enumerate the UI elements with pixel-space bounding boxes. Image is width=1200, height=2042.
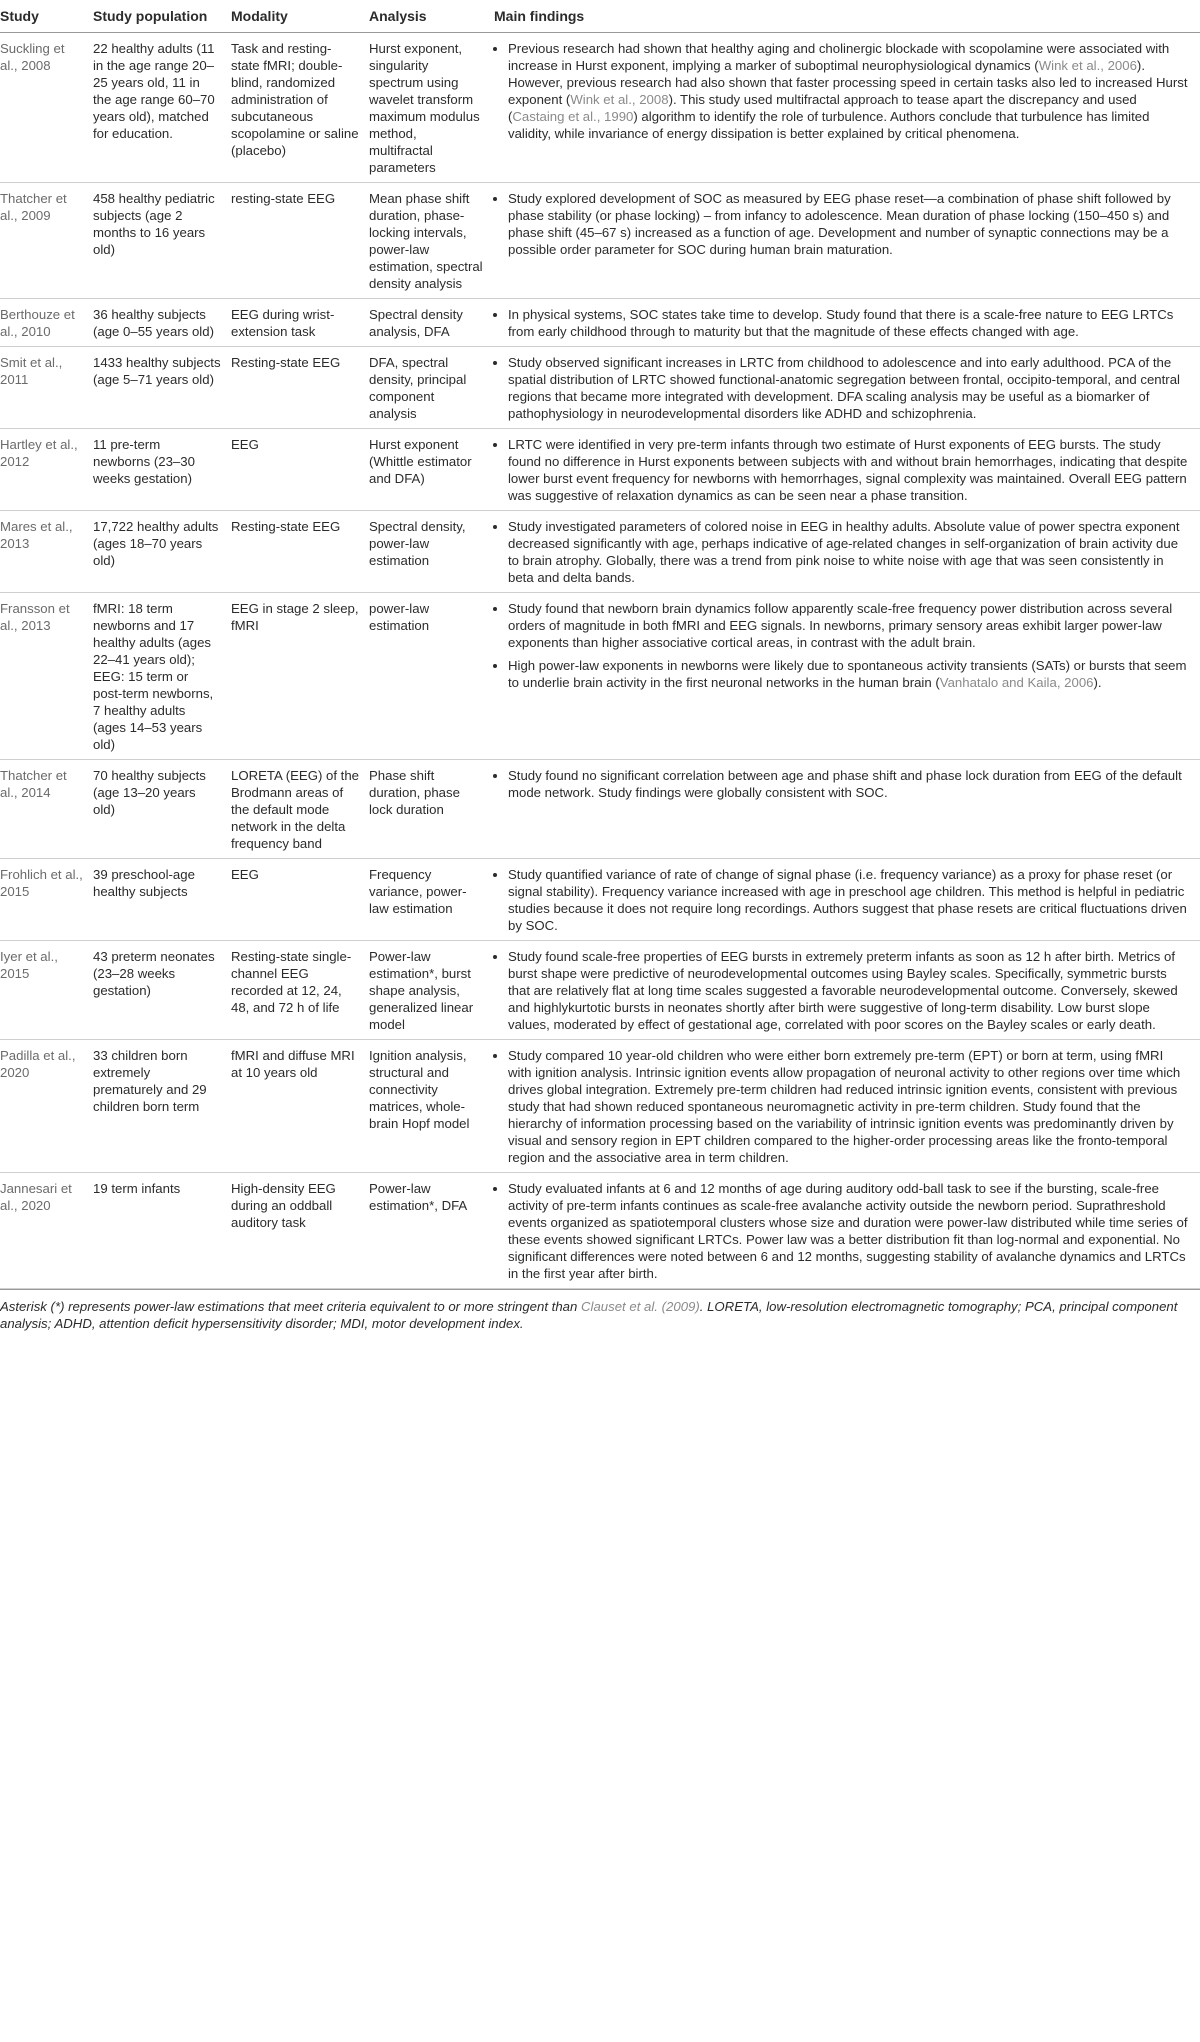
table-row xyxy=(0,183,1200,299)
finding-item xyxy=(508,354,1190,422)
study-cell: Jannesari et al., 2020 xyxy=(0,1173,93,1289)
modality-cell: fMRI and diffuse MRI at 10 years old xyxy=(231,1040,369,1173)
citation-link[interactable]: Vanhatalo and Kaila, 2006 xyxy=(939,675,1094,690)
population-cell: 70 healthy subjects (age 13–20 years old) xyxy=(93,760,231,859)
analysis-cell: Hurst exponent, singularity spectrum using wavelet transform maximum modulus method, multifractal parameters xyxy=(369,33,494,183)
population-cell: 19 term infants xyxy=(93,1173,231,1289)
modality-cell: Resting-state EEG xyxy=(231,347,369,429)
finding-text: In physical systems, SOC states take time to develop. Study found that there is a scale-free nature to EEG LRTCs from early childhood through to maturity but that the magnitude of these effects changed with age. xyxy=(508,307,1174,339)
header-findings: Main findings xyxy=(494,0,1200,33)
finding-item xyxy=(508,1047,1190,1166)
table-footnote xyxy=(0,1289,1200,1332)
findings-list xyxy=(494,1047,1190,1166)
analysis-cell: Ignition analysis, structural and connectivity matrices, whole-brain Hopf model xyxy=(369,1040,494,1173)
citation-link[interactable]: Wink et al., 2008 xyxy=(570,92,669,107)
footnote-text: . LORETA, low-resolution electromagnetic tomography; PCA, principal component analysis; ADHD, attention deficit hypersensitivity disorder; MDI, motor development index. xyxy=(0,1299,1178,1331)
table-row xyxy=(0,760,1200,859)
analysis-cell: Spectral density analysis, DFA xyxy=(369,299,494,347)
findings-cell xyxy=(494,33,1200,183)
study-cell: Berthouze et al., 2010 xyxy=(0,299,93,347)
analysis-cell: Power-law estimation*, burst shape analysis, generalized linear model xyxy=(369,941,494,1040)
findings-list xyxy=(494,767,1190,801)
table-row xyxy=(0,347,1200,429)
finding-text: ). However, previous research had also shown that faster processing speed in certain tasks also led to increased Hurst exponent ( xyxy=(508,58,1188,107)
study-cell: Smit et al., 2011 xyxy=(0,347,93,429)
table-row xyxy=(0,299,1200,347)
header-analysis: Analysis xyxy=(369,0,494,33)
footnote-text: Asterisk (*) represents power-law estimations that meet criteria equivalent to or more stringent than xyxy=(0,1299,581,1314)
study-cell: Padilla et al., 2020 xyxy=(0,1040,93,1173)
header-row xyxy=(0,0,1200,33)
study-cell: Suckling et al., 2008 xyxy=(0,33,93,183)
findings-list xyxy=(494,600,1190,691)
analysis-cell: Spectral density, power-law estimation xyxy=(369,511,494,593)
citation-link[interactable]: Wink et al., 2006 xyxy=(1038,58,1137,73)
study-cell: Thatcher et al., 2009 xyxy=(0,183,93,299)
findings-list xyxy=(494,948,1190,1033)
finding-text: Study explored development of SOC as measured by EEG phase reset—a combination of phase shift followed by phase stability (or phase locking) – from infancy to adolescence. Mean duration of phase locking (150–450 s) and phase shift (45–67 s) increased as a function of age. Development and number of synaptic connections may be a possible order parameter for SOC during human brain maturation. xyxy=(508,191,1171,257)
header-study: Study xyxy=(0,0,93,33)
study-cell: Mares et al., 2013 xyxy=(0,511,93,593)
population-cell: fMRI: 18 term newborns and 17 healthy adults (ages 22–41 years old); EEG: 15 term or post-term newborns, 7 healthy adults (ages 14–53 years old) xyxy=(93,593,231,760)
analysis-cell: DFA, spectral density, principal component analysis xyxy=(369,347,494,429)
population-cell: 36 healthy subjects (age 0–55 years old) xyxy=(93,299,231,347)
table-body xyxy=(0,33,1200,1289)
modality-cell: EEG xyxy=(231,429,369,511)
finding-text: LRTC were identified in very pre-term infants through two estimate of Hurst exponents of EEG bursts. The study found no difference in Hurst exponents between subjects with and without brain hemorrhages, indicating that despite lower burst event frequency for newborns with hemorrhages, signal complexity was maintained. Overall EEG pattern was suggestive of relaxation dynamics as can be seen near a phase transition. xyxy=(508,437,1188,503)
modality-cell: Task and resting-state fMRI; double-blind, randomized administration of subcutaneous scopolamine or saline (placebo) xyxy=(231,33,369,183)
finding-item xyxy=(508,600,1190,651)
finding-item xyxy=(508,306,1190,340)
finding-text: ). xyxy=(1093,675,1102,690)
modality-cell: Resting-state EEG xyxy=(231,511,369,593)
finding-text: Study compared 10 year-old children who were either born extremely pre-term (EPT) or born at term, using fMRI with ignition analysis. Intrinsic ignition events allow propagation of neuronal activity to other regions over time which drives global integration. Extremely pre-term children had reduced intrinsic ignition events, consistent with previous study that had shown reduced spontaneous neuromagnetic activity in pre-term children. Study found that the hierarchy of information processing based on the variability of intrinsic ignition events was predominantly driven by visual and sensory region in EPT children compared to the higher-order processing areas like the fronto-temporal region and the associative area in term children. xyxy=(508,1048,1181,1165)
finding-item xyxy=(508,767,1190,801)
study-cell: Thatcher et al., 2014 xyxy=(0,760,93,859)
findings-cell xyxy=(494,760,1200,859)
findings-cell xyxy=(494,347,1200,429)
finding-item xyxy=(508,40,1190,142)
findings-cell xyxy=(494,1173,1200,1289)
finding-item xyxy=(508,866,1190,934)
finding-text: ) algorithm to identify the role of turbulence. Authors conclude that turbulence has limited validity, while invariance of energy dissipation is better explained by critical phenomena. xyxy=(508,109,1150,141)
modality-cell: High-density EEG during an oddball auditory task xyxy=(231,1173,369,1289)
table-header xyxy=(0,0,1200,33)
table-row xyxy=(0,859,1200,941)
finding-text: Previous research had shown that healthy aging and cholinergic blockade with scopolamine were associated with increase in Hurst exponent, implying a marker of suboptimal neurophysiological dynamics ( xyxy=(508,41,1170,73)
finding-item xyxy=(508,436,1190,504)
findings-list xyxy=(494,40,1190,142)
population-cell: 1433 healthy subjects (age 5–71 years old) xyxy=(93,347,231,429)
finding-text: Study found no significant correlation between age and phase shift and phase lock duration from EEG of the default mode network. Study findings were globally consistent with SOC. xyxy=(508,768,1182,800)
finding-text: Study observed significant increases in LRTC from childhood to adolescence and into early adulthood. PCA of the spatial distribution of LRTC showed functional-anatomic segregation between frontal, occipito-temporal, and central regions that became more integrated with development. DFA scaling analysis may be useful as a biomarker of pathophysiology in neurodevelopmental disorders like ADHD and schizophrenia. xyxy=(508,355,1180,421)
citation-link[interactable]: Clauset et al. (2009) xyxy=(581,1299,700,1314)
finding-text: Study investigated parameters of colored noise in EEG in healthy adults. Absolute value of power spectra exponent decreased significantly with age, perhaps indicative of age-related changes in self-organization of brain activity due to brain atrophy. Globally, there was a trend from pink noise to white noise with age that was seen consistently in beta and delta bands. xyxy=(508,519,1180,585)
finding-item xyxy=(508,518,1190,586)
header-population: Study population xyxy=(93,0,231,33)
findings-list xyxy=(494,436,1190,504)
findings-cell xyxy=(494,593,1200,760)
findings-list xyxy=(494,518,1190,586)
study-cell: Fransson et al., 2013 xyxy=(0,593,93,760)
finding-text: Study found scale-free properties of EEG bursts in extremely preterm infants as soon as 12 h after birth. Metrics of burst shape were predictive of neurodevelopmental outcomes using Bayley scales. Specifically, symmetric bursts that are relatively flat at long time scales suggested a favorable neurodevelopmental outcome. Conversely, skewed and highlykurtotic bursts in neonates shortly after birth were suggestive of long-term disability. Low burst slope values, moderated by effect of gestational age, correlated with poor scores on the Bayley scales or early death. xyxy=(508,949,1178,1032)
population-cell: 43 preterm neonates (23–28 weeks gestation) xyxy=(93,941,231,1040)
findings-cell xyxy=(494,511,1200,593)
table-row xyxy=(0,1173,1200,1289)
citation-link[interactable]: Castaing et al., 1990 xyxy=(512,109,634,124)
population-cell: 22 healthy adults (11 in the age range 20–25 years old, 11 in the age range 60–70 years old), matched for education. xyxy=(93,33,231,183)
findings-list xyxy=(494,354,1190,422)
study-cell: Frohlich et al., 2015 xyxy=(0,859,93,941)
findings-cell xyxy=(494,941,1200,1040)
modality-cell: EEG during wrist-extension task xyxy=(231,299,369,347)
analysis-cell: Power-law estimation*, DFA xyxy=(369,1173,494,1289)
analysis-cell: Phase shift duration, phase lock duration xyxy=(369,760,494,859)
finding-text: ). This study used multifractal approach to tease apart the discrepancy and used ( xyxy=(508,92,1137,124)
findings-cell xyxy=(494,299,1200,347)
modality-cell: Resting-state single-channel EEG recorded at 12, 24, 48, and 72 h of life xyxy=(231,941,369,1040)
table-row xyxy=(0,941,1200,1040)
population-cell: 39 preschool-age healthy subjects xyxy=(93,859,231,941)
finding-text: Study found that newborn brain dynamics follow apparently scale-free frequency power distribution across several orders of magnitude in both fMRI and EEG signals. In newborns, primary sensory areas exhibit larger power-law exponents than higher associative cortical areas, in contrast with the adult brain. xyxy=(508,601,1173,650)
population-cell: 33 children born extremely prematurely and 29 children born term xyxy=(93,1040,231,1173)
finding-item xyxy=(508,657,1190,691)
table-row xyxy=(0,511,1200,593)
table-row xyxy=(0,593,1200,760)
finding-item xyxy=(508,948,1190,1033)
findings-cell xyxy=(494,429,1200,511)
modality-cell: resting-state EEG xyxy=(231,183,369,299)
study-cell: Hartley et al., 2012 xyxy=(0,429,93,511)
finding-text: Study quantified variance of rate of change of signal phase (i.e. frequency variance) as a proxy for phase reset (or signal stability). Frequency variance increased with age in preschool age children. This method is helpful in pediatric studies because it does not require long recordings. Authors suggest that phase resets are critical fluctuations driven by SOC. xyxy=(508,867,1187,933)
findings-cell xyxy=(494,183,1200,299)
finding-item xyxy=(508,1180,1190,1282)
population-cell: 17,722 healthy adults (ages 18–70 years old) xyxy=(93,511,231,593)
findings-cell xyxy=(494,859,1200,941)
analysis-cell: power-law estimation xyxy=(369,593,494,760)
header-modality: Modality xyxy=(231,0,369,33)
modality-cell: EEG xyxy=(231,859,369,941)
analysis-cell: Frequency variance, power-law estimation xyxy=(369,859,494,941)
table-row xyxy=(0,1040,1200,1173)
findings-list xyxy=(494,306,1190,340)
analysis-cell: Hurst exponent (Whittle estimator and DFA) xyxy=(369,429,494,511)
modality-cell: LORETA (EEG) of the Brodmann areas of the default mode network in the delta frequency band xyxy=(231,760,369,859)
analysis-cell: Mean phase shift duration, phase-locking intervals, power-law estimation, spectral density analysis xyxy=(369,183,494,299)
finding-text: High power-law exponents in newborns were likely due to spontaneous activity transients (SATs) or bursts that seem to underlie brain activity in the first neuronal networks in the human brain ( xyxy=(508,658,1187,690)
findings-list xyxy=(494,1180,1190,1282)
population-cell: 11 pre-term newborns (23–30 weeks gestation) xyxy=(93,429,231,511)
study-cell: Iyer et al., 2015 xyxy=(0,941,93,1040)
table-row xyxy=(0,429,1200,511)
finding-item xyxy=(508,190,1190,258)
findings-list xyxy=(494,866,1190,934)
table-row xyxy=(0,33,1200,183)
modality-cell: EEG in stage 2 sleep, fMRI xyxy=(231,593,369,760)
findings-list xyxy=(494,190,1190,258)
finding-text: Study evaluated infants at 6 and 12 months of age during auditory odd-ball task to see if the bursting, scale-free activity of pre-term infants continues as scale-free avalanche activity outside the newborn period. Suprathreshold events organized as spatiotemporal clusters whose size and duration were power-law distributed while time series of these events showed significant LRTCs. Power law was a better distribution fit than log-normal and exponential. No significant differences were noted between 6 and 12 months, suggesting stability of avalanche dynamics and LRTCs in the first year after birth. xyxy=(508,1181,1188,1281)
population-cell: 458 healthy pediatric subjects (age 2 months to 16 years old) xyxy=(93,183,231,299)
findings-cell xyxy=(494,1040,1200,1173)
